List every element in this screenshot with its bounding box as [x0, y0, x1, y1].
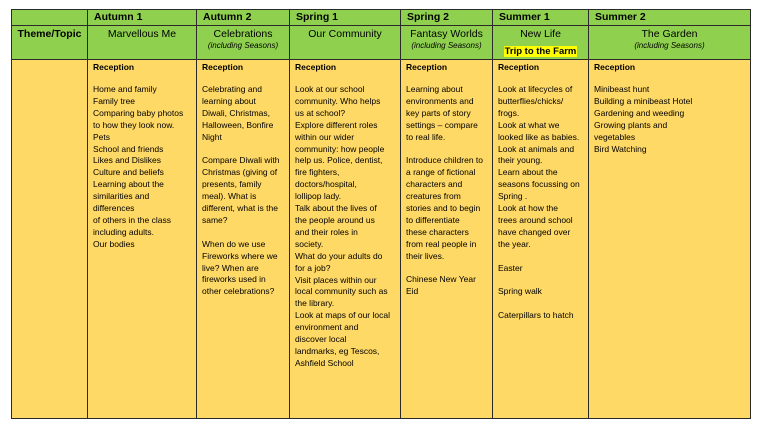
- content-line: live? When are: [202, 262, 259, 273]
- content-line: to differentiate: [406, 214, 460, 225]
- content-line: same?: [202, 214, 228, 225]
- content-line: and their roles in: [295, 226, 358, 237]
- curriculum-table: [11, 9, 751, 419]
- reception-heading: Reception: [295, 62, 337, 72]
- content-line: trees around school: [498, 214, 573, 225]
- autumn-2-content: [202, 84, 285, 298]
- theme-autumn-1: [88, 26, 197, 60]
- content-line: Easter: [498, 262, 523, 273]
- autumn-1-content: [93, 84, 192, 251]
- content-line: characters and: [406, 179, 463, 190]
- header-spring-2: Spring 2: [401, 10, 493, 26]
- line-gap: [406, 263, 488, 275]
- term-header-row: [12, 10, 751, 26]
- content-line: environments and: [406, 95, 474, 106]
- content-line: Look at lifecycles of: [498, 84, 573, 94]
- content-line: learning about: [202, 95, 256, 106]
- content-line: Chinese New Year: [406, 274, 476, 285]
- content-line: Look at maps of our local: [295, 310, 390, 321]
- content-line: Building a minibeast Hotel: [594, 95, 693, 106]
- theme-label-cell: [12, 26, 88, 60]
- spring-1-content: [295, 84, 396, 370]
- content-line: vegetables: [594, 131, 636, 142]
- body-summer-1: [493, 60, 589, 419]
- content-line: Learning about: [406, 84, 463, 94]
- content-line: from real people in: [406, 238, 477, 249]
- content-line: help us. Police, dentist,: [295, 155, 383, 166]
- content-line: Our bodies: [93, 238, 135, 249]
- content-line: the year.: [498, 238, 531, 249]
- reception-heading: Reception: [594, 62, 636, 72]
- content-line: Eid: [406, 286, 419, 297]
- header-autumn-2: Autumn 2: [197, 10, 290, 26]
- header-corner: [12, 10, 88, 26]
- header-summer-2: Summer 2: [589, 10, 751, 26]
- content-line: Family tree: [93, 95, 136, 106]
- theme-name: Fantasy Worlds: [410, 28, 483, 40]
- header-spring-1: Spring 1: [290, 10, 401, 26]
- theme-name: Marvellous Me: [107, 28, 177, 40]
- farm-trip-highlight: Trip to the Farm: [504, 46, 577, 57]
- reception-row: [12, 60, 751, 419]
- theme-topic-label: Theme/Topic: [17, 28, 82, 40]
- reception-heading: Reception: [93, 62, 135, 72]
- content-line: their lives.: [406, 250, 445, 261]
- content-line: to real life.: [406, 131, 446, 142]
- content-line: Visit places within our: [295, 274, 377, 285]
- line-gap: [498, 251, 584, 263]
- content-line: fireworks used in: [202, 274, 266, 285]
- content-line: for a job?: [295, 262, 331, 273]
- line-gap: [498, 274, 584, 286]
- content-line: stories and to begin: [406, 203, 481, 214]
- content-line: Caterpillars to hatch: [498, 310, 574, 321]
- content-line: creatures from: [406, 191, 461, 202]
- theme-name: Our Community: [308, 28, 382, 40]
- content-line: What do your adults do: [295, 250, 383, 261]
- content-line: looked like as babies.: [498, 131, 580, 142]
- content-line: Introduce children to: [406, 155, 484, 166]
- content-line: Spring walk: [498, 286, 542, 297]
- content-line: Minibeast hunt: [594, 84, 650, 94]
- content-line: Diwali, Christmas,: [202, 107, 271, 118]
- content-line: Celebrating and: [202, 84, 263, 94]
- content-line: lollipop lady.: [295, 191, 342, 202]
- content-line: Talk about the lives of: [295, 203, 377, 214]
- theme-spring-1: [290, 26, 401, 60]
- theme-summer-2: [589, 26, 751, 60]
- summer-1-content: [498, 84, 584, 322]
- content-line: these characters: [406, 226, 469, 237]
- content-line: environment and: [295, 322, 359, 333]
- content-line: Gardening and weeding: [594, 107, 685, 118]
- theme-spring-2: [401, 26, 493, 60]
- body-autumn-2: [197, 60, 290, 419]
- line-gap: [498, 298, 584, 310]
- content-line: local community such as: [295, 286, 388, 297]
- content-line: other celebrations?: [202, 286, 275, 297]
- theme-name: New Life: [520, 28, 561, 40]
- content-line: the people around us: [295, 214, 375, 225]
- body-spring-1: [290, 60, 401, 419]
- content-line: a range of fictional: [406, 167, 476, 178]
- content-line: society.: [295, 238, 324, 249]
- content-line: School and friends: [93, 143, 164, 154]
- content-line: Look at our school: [295, 84, 365, 94]
- content-line: Likes and Dislikes: [93, 155, 162, 166]
- header-autumn-1: Autumn 1: [88, 10, 197, 26]
- content-line: landmarks, eg Tescos,: [295, 345, 380, 356]
- content-line: Growing plants and: [594, 119, 668, 130]
- theme-name: The Garden: [641, 28, 698, 40]
- reception-heading: Reception: [406, 62, 448, 72]
- content-line: to how they look now.: [93, 119, 175, 130]
- content-line: Learning about the: [93, 179, 164, 190]
- content-line: Christmas (giving of: [202, 167, 278, 178]
- content-line: presents, family: [202, 179, 262, 190]
- content-line: including adults.: [93, 226, 154, 237]
- content-line: Fireworks where we: [202, 250, 278, 261]
- content-line: Explore different roles: [295, 119, 378, 130]
- content-line: community. Who helps: [295, 95, 381, 106]
- content-line: Night: [202, 131, 222, 142]
- content-line: Look at what we: [498, 119, 560, 130]
- content-line: Pets: [93, 131, 111, 142]
- content-line: Look at animals and: [498, 143, 575, 154]
- body-summer-2: [589, 60, 751, 419]
- content-line: Compare Diwali with: [202, 155, 280, 166]
- content-line: community: how people: [295, 143, 385, 154]
- content-line: doctors/hospital,: [295, 179, 357, 190]
- theme-summer-1: [493, 26, 589, 60]
- content-line: Halloween, Bonfire: [202, 119, 274, 130]
- body-autumn-1: [88, 60, 197, 419]
- content-line: Culture and beliefs: [93, 167, 164, 178]
- content-line: Home and family: [93, 84, 157, 94]
- theme-subtitle: (including Seasons): [411, 41, 482, 50]
- summer-2-content: [594, 84, 746, 155]
- content-line: frogs.: [498, 107, 520, 118]
- body-label-cell: [12, 60, 88, 419]
- content-line: within our wider: [295, 131, 355, 142]
- body-spring-2: [401, 60, 493, 419]
- content-line: have changed over: [498, 226, 571, 237]
- content-line: When do we use: [202, 238, 266, 249]
- content-line: Look at how the: [498, 203, 559, 214]
- content-line: differences: [93, 203, 135, 214]
- content-line: settings – compare: [406, 119, 478, 130]
- line-gap: [202, 144, 285, 156]
- content-line: Spring .: [498, 191, 528, 202]
- content-line: Bird Watching: [594, 143, 647, 154]
- line-gap: [202, 227, 285, 239]
- content-line: butterflies/chicks/: [498, 95, 564, 106]
- theme-row: [12, 26, 751, 60]
- theme-autumn-2: [197, 26, 290, 60]
- content-line: Learn about the: [498, 167, 558, 178]
- content-line: Ashfield School: [295, 357, 354, 368]
- content-line: key parts of story: [406, 107, 471, 118]
- content-line: their young.: [498, 155, 543, 166]
- content-line: the library.: [295, 298, 335, 309]
- content-line: similarities and: [93, 191, 150, 202]
- line-gap: [406, 144, 488, 156]
- theme-name: Celebrations: [213, 28, 273, 40]
- reception-heading: Reception: [202, 62, 244, 72]
- content-line: seasons focussing on: [498, 179, 580, 190]
- content-line: discover local: [295, 334, 347, 345]
- content-line: Comparing baby photos: [93, 107, 184, 118]
- content-line: us at school?: [295, 107, 346, 118]
- content-line: different, what is the: [202, 203, 278, 214]
- header-summer-1: Summer 1: [493, 10, 589, 26]
- spring-2-content: [406, 84, 488, 298]
- reception-heading: Reception: [498, 62, 540, 72]
- theme-subtitle: (including Seasons): [634, 41, 705, 50]
- content-line: of others in the class: [93, 214, 171, 225]
- theme-subtitle: (including Seasons): [207, 41, 279, 50]
- content-line: meal). What is: [202, 191, 257, 202]
- content-line: fire fighters,: [295, 167, 340, 178]
